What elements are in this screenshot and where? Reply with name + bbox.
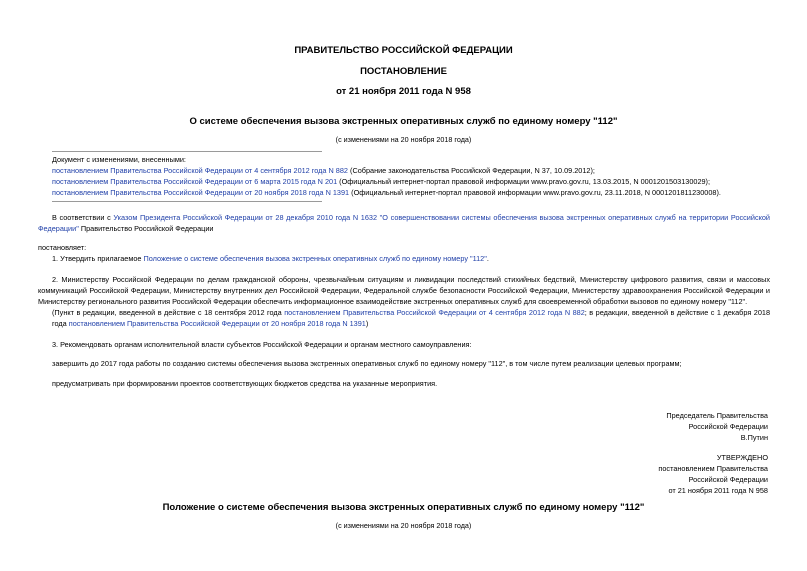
amendment-item [52, 165, 595, 176]
preamble-prefix: В соответствии с [52, 213, 114, 222]
point-1-suffix: . [486, 254, 489, 263]
approved-date: от 21 ноября 2011 года N 958 [668, 486, 768, 495]
point-2-edit-note [52, 307, 770, 329]
signature-position: Председатель Правительства [666, 411, 768, 420]
signature-country: Российской Федерации [688, 422, 768, 431]
approved-label: УТВЕРЖДЕНО [716, 453, 768, 462]
amendment-item [52, 176, 710, 187]
resolves-label: постановляет: [38, 243, 87, 252]
approved-block [658, 452, 768, 496]
government-name: ПРАВИТЕЛЬСТВО РОССИЙСКОЙ ФЕДЕРАЦИИ [294, 45, 513, 56]
amendment-source: (Собрание законодательства Российской Федерации, N 37, 10.09.2012); [347, 166, 595, 175]
approved-by: постановлением Правительства [658, 464, 768, 473]
regulation-amended-note: (с изменениями на 20 ноября 2018 года) [335, 521, 472, 530]
presidential-decree-link[interactable]: Указом Президента Российской Федерации от 28 декабря 2010 года N 1632 "О совершенствовании системы обеспечения вызова экстренных оперативных служб на территории Российской Федерации" [38, 213, 771, 233]
amendments-intro: Документ с изменениями, внесенными: [52, 155, 186, 164]
amendment-link[interactable]: постановлением Правительства Российской Федерации от 4 сентября 2012 года N 882 [52, 166, 348, 175]
amendment-item [52, 187, 721, 198]
amendment-source: (Официальный интернет-портал правовой информации www.pravo.gov.ru, 13.03.2015, N 0001201503130029); [337, 177, 711, 186]
signature-block [666, 410, 768, 443]
signature-name: В.Путин [740, 433, 768, 442]
amendment-link[interactable]: постановлением Правительства Российской Федерации от 20 ноября 2018 года N 1391 [52, 188, 350, 197]
amendment-link[interactable]: постановлением Правительства Российской Федерации от 4 сентября 2012 года N 882 [284, 308, 585, 317]
point-3-item-a: завершить до 2017 года работы по созданию системы обеспечения вызова экстренных оперативных служб по единому номеру "112", в том числе путем реализации целевых программ; [52, 359, 682, 368]
document-type: ПОСТАНОВЛЕНИЕ [360, 66, 447, 77]
regulation-link[interactable]: Положение о системе обеспечения вызова экстренных оперативных служб по единому номеру "112" [143, 254, 487, 263]
edit-note-suffix: ) [365, 319, 369, 328]
point-1 [52, 253, 489, 264]
document-title: О системе обеспечения вызова экстренных оперативных служб по единому номеру "112" [189, 116, 618, 127]
edit-note-prefix: (Пункт в редакции, введенной в действие с 18 сентября 2012 года [52, 308, 285, 317]
amendment-link[interactable]: постановлением Правительства Российской Федерации от 20 ноября 2018 года N 1391 [68, 319, 366, 328]
preamble [38, 212, 770, 234]
edit-note-mid: ; в редакции, введенной в действие с 1 декабря 2018 года [52, 308, 770, 328]
regulation-title: Положение о системе обеспечения вызова экстренных оперативных служб по единому номеру "112" [162, 502, 645, 513]
approved-country: Российской Федерации [688, 475, 768, 484]
amended-note: (с изменениями на 20 ноября 2018 года) [335, 135, 472, 144]
point-1-prefix: 1. Утвердить прилагаемое [52, 254, 144, 263]
point-2: 2. Министерству Российской Федерации по делам гражданской обороны, чрезвычайным ситуациям и ликвидации последствий стихийных бедствий, Министерству цифрового развития, связи и массовых коммуникаций Российской Федерации, Министерству внутренних дел Российской Федерации, Федеральной службе безопасности Российской Федерации, Министерству здравоохранения Российской Федерации и Министерству регионального развития Российской Федерации обеспечить информационное взаимодействие экстренных оперативных служб для своевременной обработки вызовов по единому номеру "112". [38, 275, 770, 306]
preamble-suffix: Правительство Российской Федерации [78, 224, 214, 233]
amendment-link[interactable]: постановлением Правительства Российской Федерации от 6 марта 2015 года N 201 [52, 177, 338, 186]
point-3-item-b: предусматривать при формировании проектов соответствующих бюджетов средства на указанные мероприятия. [52, 379, 438, 388]
amendment-source: (Официальный интернет-портал правовой информации www.pravo.gov.ru, 23.11.2018, N 0001201811230008). [349, 188, 721, 197]
point-3: 3. Рекомендовать органам исполнительной власти субъектов Российской Федерации и органам местного самоуправления: [52, 340, 472, 349]
divider-top [52, 151, 322, 152]
document-date-number: от 21 ноября 2011 года N 958 [336, 86, 471, 97]
divider-bottom [52, 201, 322, 202]
